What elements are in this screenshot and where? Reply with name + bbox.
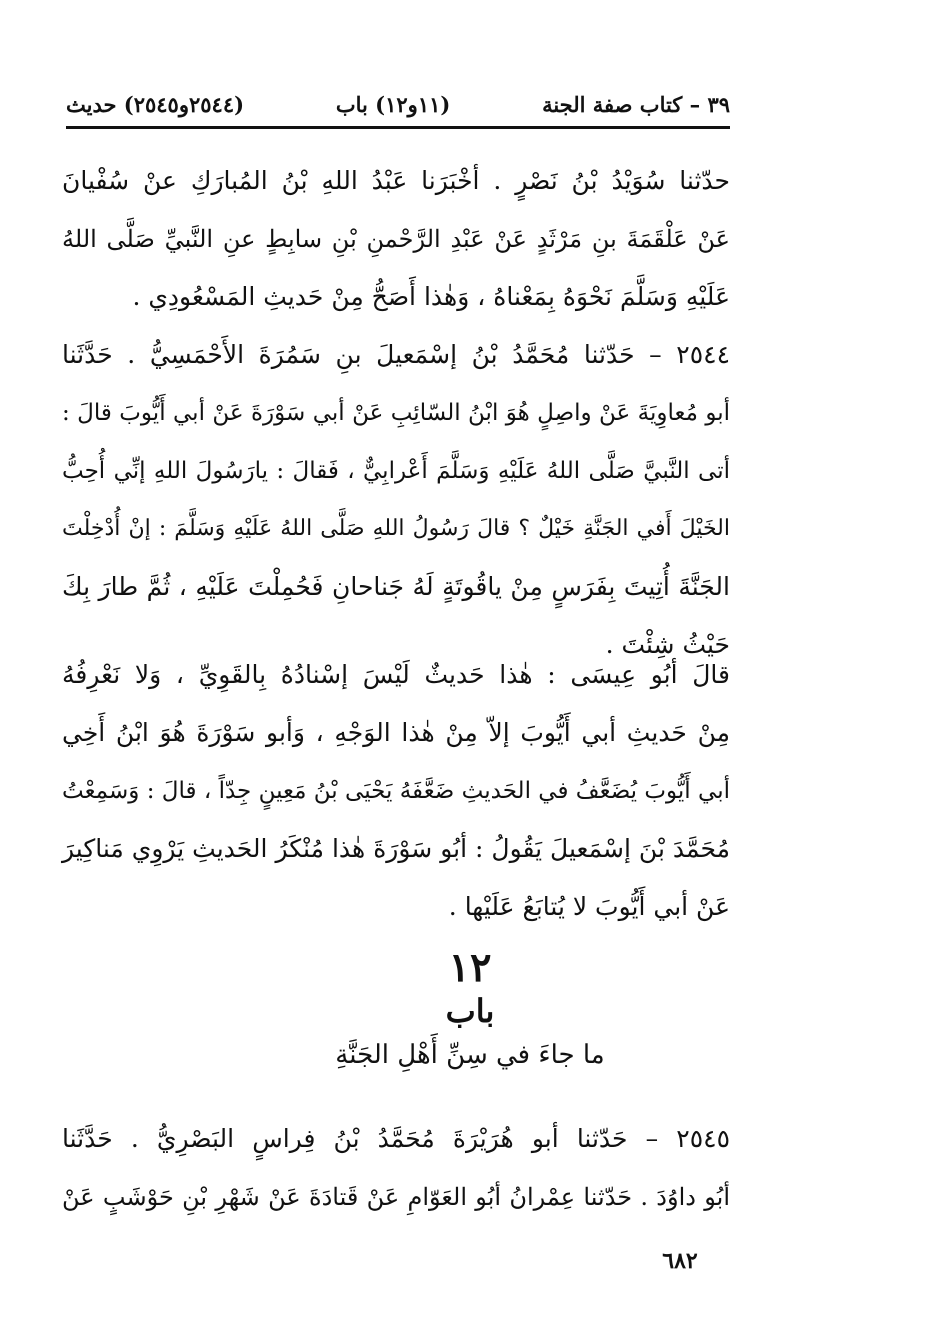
paragraph-isnad bbox=[62, 152, 730, 326]
text-line: ٢٥٤٥ – حَدّثنا أبو هُرَيْرَةَ مُحَمَّدُ بْنُ فِراسٍ البَصْرِيُّ . حَدَّثَنا bbox=[62, 1124, 730, 1153]
paragraph-hadith-2544 bbox=[62, 326, 730, 674]
text-line: مُحَمَّدَ بْنَ إسْمَعيلَ يَقُولُ : أبُو سَوْرَةَ هٰذا مُنْكَرُ الحَديثِ يَرْوِي مَناكِيرَ bbox=[62, 834, 730, 863]
text-line: حَيْثُ شِئْتَ . bbox=[605, 630, 730, 659]
running-header bbox=[66, 84, 730, 124]
text-line: أبُو داوُدَ . حَدّثنا عِمْرانُ أبُو العَوّامِ عَنْ قَتادَةَ عَنْ شَهْرِ بْنِ حَوْشَبٍ عَنْ bbox=[62, 1183, 730, 1211]
text-line: مِنْ حَديثِ أبي أَيُّوبَ إلاّ مِنْ هٰذا الوَجْهِ ، وَأبو سَوْرَةَ هُوَ ابْنُ أَخِي bbox=[62, 718, 730, 747]
text-line: ٢٥٤٤ – حَدّثنا مُحَمَّدُ بْنُ إسْمَعيلَ بنِ سَمُرَةَ الأَحْمَسِيُّ . حَدَّثَنا bbox=[62, 340, 730, 369]
text-line: عَنْ أبي أَيُّوبَ لا يُتابَعُ عَلَيْها . bbox=[448, 892, 730, 921]
header-rule bbox=[66, 126, 730, 129]
chapter-heading: باب bbox=[445, 992, 495, 1030]
text-line: أبو مُعاوِيَةَ عَنْ واصِلٍ هُوَ ابْنُ السّائِبِ عَنْ أبي سَوْرَةَ عَنْ أبي أَيُّوبَ قالَ : bbox=[62, 400, 730, 426]
text-line: عَنْ عَلْقَمَةَ بنِ مَرْثَدٍ عَنْ عَبْدِ الرَّحْمنِ بْنِ سابِطٍ عنِ النَّبيِّ صَلَّى اللهُ bbox=[62, 225, 730, 253]
header-book-title: ٣٩ – كتاب صفة الجنة bbox=[542, 91, 730, 117]
paragraph-hadith-2545 bbox=[62, 1110, 730, 1226]
text-line: أتى النَّبيَّ صَلَّى اللهُ عَلَيْهِ وَسَلَّمَ أَعْرابِيٌّ ، فَقالَ : يارَسُولَ اللهِ إنِّي أُحِبُّ bbox=[62, 458, 730, 484]
header-chapter: (١١و١٢) باب bbox=[335, 91, 451, 117]
text-line: قالَ أبُو عِيسَى : هٰذا حَديثٌ لَيْسَ إسْنادُهُ بِالقَوِيِّ ، وَلا نَعْرِفُهُ bbox=[62, 660, 730, 689]
page-number: ٦٨٢ bbox=[662, 1248, 698, 1274]
text-line: أبي أَيُّوبَ يُضَعَّفُ في الحَديثِ ضَعَّفَهُ يَحْيَى بْنُ مَعِينٍ جِدّاً ، قالَ : وَسَمِعْتُ bbox=[62, 778, 730, 804]
paragraph-commentary bbox=[62, 646, 730, 936]
chapter-number: ١٢ bbox=[448, 944, 492, 991]
text-line: الخَيْلَ أَفي الجَنَّةِ خَيْلٌ ؟ قالَ رَسُولُ اللهِ صَلَّى اللهُ عَلَيْهِ وَسَلَّمَ : إنْ أُدْخِلْتَ bbox=[62, 516, 730, 541]
text-line: عَلَيْهِ وَسَلَّمَ نَحْوَهُ بِمَعْناهُ ، وَهٰذا أَصَحُّ مِنْ حَديثِ المَسْعُودِي . bbox=[132, 282, 730, 311]
header-hadith-range: (٢٥٤٤و٢٥٤٥) حديث bbox=[66, 91, 245, 117]
chapter-title: ما جاءَ في سِنِّ أَهْلِ الجَنَّةِ bbox=[335, 1040, 605, 1070]
text-line: الجَنَّةَ أُتِيتَ بِفَرَسٍ مِنْ ياقُوتَةٍ لَهُ جَناحانِ فَحُمِلْتَ عَلَيْهِ ، ثُمَّ طارَ بِكَ bbox=[62, 572, 730, 601]
text-line: حدّثنا سُوَيْدُ بْنُ نَصْرٍ . أخْبَرَنا عَبْدُ اللهِ بْنُ المُبارَكِ عنْ سُفْيانَ bbox=[62, 166, 730, 195]
